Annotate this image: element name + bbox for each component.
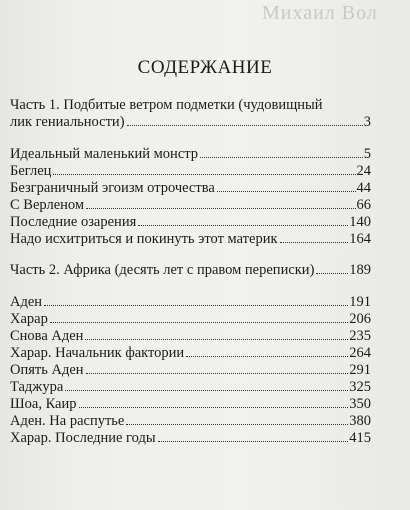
- page-number: 44: [356, 180, 371, 196]
- page-number: 415: [349, 430, 371, 446]
- page-number: 291: [349, 362, 371, 378]
- toc-entry: [10, 396, 371, 413]
- entry-title: Безграничный эгоизм отрочества: [10, 180, 215, 196]
- leader-dots: [86, 373, 349, 374]
- part2-heading: [10, 262, 371, 279]
- page-number: 140: [349, 214, 371, 230]
- toc-entry: [10, 146, 371, 163]
- entry-title: Беглец: [10, 163, 52, 179]
- page-number: 325: [349, 379, 371, 395]
- page-number: 380: [349, 413, 371, 429]
- part1-heading-text: лик гениальности): [10, 114, 125, 130]
- entry-title: Опять Аден: [10, 362, 84, 378]
- leader-dots: [186, 356, 348, 357]
- page-number: 264: [349, 345, 371, 361]
- toc-entry: [10, 345, 371, 362]
- page-number: 235: [349, 328, 371, 344]
- bleed-through-text: Михаил Вол: [262, 2, 378, 24]
- leader-dots: [158, 441, 349, 442]
- toc-entry: [10, 379, 371, 396]
- toc-entry: [10, 328, 371, 345]
- leader-dots: [86, 208, 355, 209]
- entry-title: Шоа, Каир: [10, 396, 77, 412]
- toc-entry: [10, 163, 371, 180]
- toc-entry: [10, 413, 371, 430]
- page-number: 350: [349, 396, 371, 412]
- page-number: 24: [356, 163, 371, 179]
- entry-title: Последние озарения: [10, 214, 137, 230]
- toc-entry: [10, 231, 371, 248]
- page-title: СОДЕРЖАНИЕ: [137, 57, 273, 78]
- entry-title: Аден. На распутье: [10, 413, 125, 429]
- leader-dots: [65, 390, 348, 391]
- leader-dots: [44, 305, 348, 306]
- leader-dots: [200, 157, 363, 158]
- toc-entry: [10, 180, 371, 197]
- toc-entry: [10, 294, 371, 311]
- toc-entry: [10, 362, 371, 379]
- entry-title: Харар: [10, 311, 48, 327]
- page-number: 5: [363, 146, 371, 162]
- toc-entry: [10, 430, 371, 447]
- page-number: 191: [349, 294, 371, 310]
- leader-dots: [53, 174, 355, 175]
- part1-heading-line2: [10, 114, 371, 131]
- toc-entry: [10, 311, 371, 328]
- part2-heading-text: Часть 2. Африка (десять лет с правом переписки): [10, 262, 315, 278]
- entry-title: С Верленом: [10, 197, 85, 213]
- leader-dots: [126, 424, 348, 425]
- entry-title: Надо исхитриться и покинуть этот материк: [10, 231, 278, 247]
- leader-dots: [85, 339, 348, 340]
- page-number: 66: [356, 197, 371, 213]
- page-number: 164: [349, 231, 371, 247]
- entry-title: Таджура: [10, 379, 64, 395]
- leader-dots: [280, 242, 349, 243]
- page-number: 3: [363, 114, 371, 130]
- entry-title: Снова Аден: [10, 328, 84, 344]
- entry-title: Харар. Последние годы: [10, 430, 156, 446]
- part1-heading-line1: Часть 1. Подбитые ветром подметки (чудовищный: [10, 97, 323, 113]
- entry-title: Харар. Начальник фактории: [10, 345, 185, 361]
- leader-dots: [217, 191, 356, 192]
- entry-title: Идеальный маленький монстр: [10, 146, 199, 162]
- leader-dots: [316, 273, 348, 274]
- leader-dots: [127, 125, 363, 126]
- toc-entry: [10, 197, 371, 214]
- page-number: 206: [349, 311, 371, 327]
- toc-entry: [10, 214, 371, 231]
- leader-dots: [50, 322, 348, 323]
- leader-dots: [79, 407, 349, 408]
- entry-title: Аден: [10, 294, 43, 310]
- leader-dots: [138, 225, 348, 226]
- page-number: 189: [349, 262, 371, 278]
